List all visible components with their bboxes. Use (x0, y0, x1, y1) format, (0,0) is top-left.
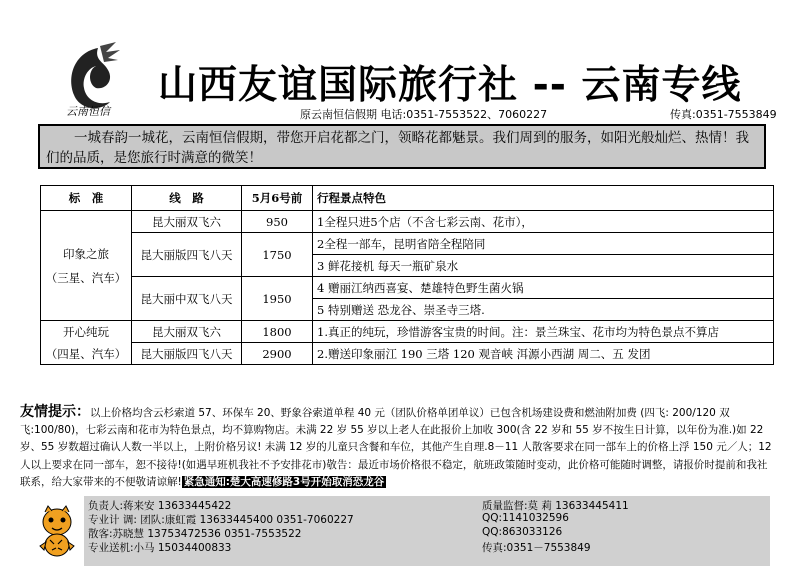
feature-cell: 1全程只进5个店（不含七彩云南、花市）， (313, 211, 774, 233)
tiger-mascot-icon (32, 502, 82, 558)
page-title: 山西友谊国际旅行社 -- 云南专线 (158, 63, 742, 108)
table-row (41, 321, 774, 343)
group-label (41, 321, 132, 365)
group-label (41, 211, 132, 321)
header-features: 行程景点特色 (313, 186, 774, 211)
urgent-alert: 紧急通知:楚大高速修路3号开始取消恐龙谷 (183, 475, 385, 488)
price-cell: 950 (242, 211, 313, 233)
footer-manager: 负责人:蒋来安 13633445422 (88, 500, 232, 512)
route-cell: 昆大丽版四飞八天 (132, 233, 242, 277)
route-cell: 昆大丽版四飞八天 (132, 343, 242, 365)
group-label-type: （四星、汽车） (45, 346, 127, 361)
footer-retail: 散客:苏晓慧 13753472536 0351-7553522 (88, 528, 302, 540)
group-label-name: 开心纯玩 (63, 324, 109, 339)
notice-body: 以上价格均含云杉索道 57、环保车 20、野象谷索道单程 40 元（团队价格单团单议）已包含机场建设费和燃油附加费 (四飞: 200/120 双飞:100/80)，七彩云南和花市为特色景点，均不算购物店。未满 22 岁 55 岁以上老人在此报价上加收 300(含 22 岁和 55 岁不按生日计算，以年份为准.)如 22 岁、55 岁数超过确认人数一半以上，上附价格另议! 未满 12 岁的儿童只含餐和车位，其他产生自理.8－11 人散客要求在同一部车上的价格上浮 150 元／人；12 人以上要求在同一部车，恕不接待!(如遇早班机我社不予安排花市)敬告：最近市场价格很不稳定，航班政策随时变动，此价格可能随时调整，请报价时提前和我社联系，给大家带来的不便敬请谅解! (20, 407, 772, 488)
footer-pickup: 专业送机:小马 15034400833 (88, 542, 232, 554)
route-cell: 昆大丽双飞六 (132, 321, 242, 343)
table-row (41, 211, 774, 233)
header-price: 5月6号前 (242, 186, 313, 211)
feature-cell: 3 鲜花接机 每天一瓶矿泉水 (313, 255, 774, 277)
price-cell: 2900 (242, 343, 313, 365)
contact-fax: 传真:0351-7553849 (670, 108, 777, 121)
table-row (41, 233, 774, 255)
contact-footer (84, 496, 770, 566)
intro-box (38, 124, 766, 169)
footer-quality: 质量监督:莫 莉 13633445411 (482, 500, 629, 512)
feature-cell: 4 赠丽江纳西喜宴、楚雄特色野生菌火锅 (313, 277, 774, 299)
feature-cell: 5 特别赠送 恐龙谷、崇圣寺三塔. (313, 299, 774, 321)
group-label-type: （三星、汽车） (45, 270, 127, 285)
contact-line (300, 106, 777, 122)
contact-phone: 原云南恒信假期 电话:0351-7553522、7060227 (300, 108, 548, 121)
header-route: 线 路 (132, 186, 242, 211)
feature-cell: 1.真正的纯玩，珍惜游客宝贵的时间。注：景兰珠宝、花市均为特色景点不算店 (313, 321, 774, 343)
table-row (41, 277, 774, 299)
table-row (41, 343, 774, 365)
notice-block (20, 404, 772, 491)
footer-qq2: QQ:863033126 (482, 526, 563, 538)
header-standard: 标 准 (41, 186, 132, 211)
feature-cell: 2.赠送印象丽江 190 三塔 120 观音峡 洱源小西湖 周二、五 发团 (313, 343, 774, 365)
group-label-name: 印象之旅 (63, 246, 109, 261)
route-cell: 昆大丽双飞六 (132, 211, 242, 233)
routes-table (40, 185, 774, 365)
footer-qq1: QQ:1141032596 (482, 512, 569, 524)
price-cell: 1950 (242, 277, 313, 321)
feature-cell: 2全程一部车，昆明省陪全程陪同 (313, 233, 774, 255)
price-cell: 1750 (242, 233, 313, 277)
table-header-row (41, 186, 774, 211)
footer-fax: 传真:0351－7553849 (482, 542, 591, 554)
footer-team: 专业计 调: 团队:康虹霞 13633445400 0351-7060227 (88, 514, 354, 526)
price-cell: 1800 (242, 321, 313, 343)
notice-heading: 友情提示： (20, 404, 90, 420)
route-cell: 昆大丽中双飞八天 (132, 277, 242, 321)
intro-text: 一城春韵一城花，云南恒信假期，带您开启花都之门，领略花都魅景。我们周到的服务，如阳光般灿烂、热情！我们的品质，是您旅行时满意的微笑！ (46, 130, 749, 166)
logo-caption: 云南恒信 (66, 105, 110, 118)
